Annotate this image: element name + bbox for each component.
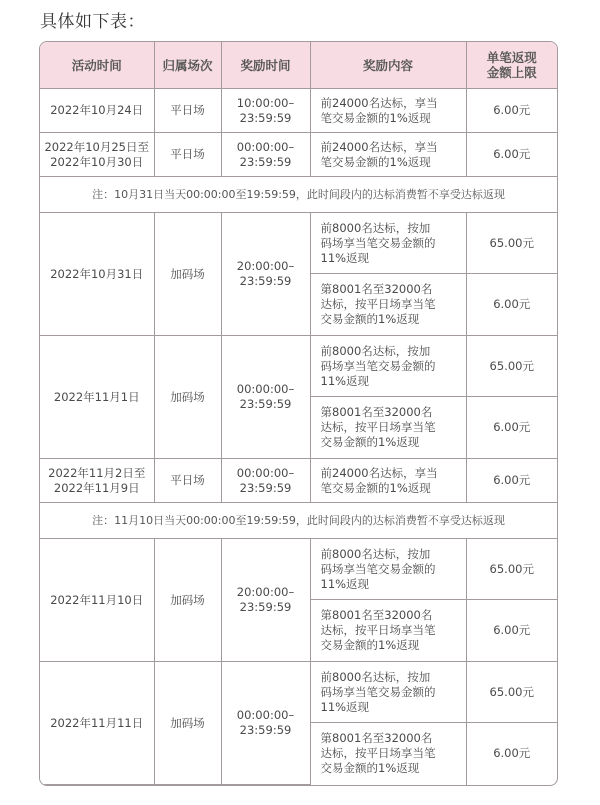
- session-type: 加码场: [154, 336, 221, 459]
- session-type: 加码场: [154, 213, 221, 336]
- activity-date: 2022年11月1日: [40, 336, 154, 459]
- reward-content: 前8000名达标，按加 码场享当笔交易金额的 11%返现: [310, 662, 466, 723]
- header-reward-content: 奖励内容: [310, 42, 466, 89]
- reward-table-container: [39, 41, 558, 786]
- session-type: 加码场: [154, 662, 221, 785]
- page-heading: 具体如下表：: [40, 12, 145, 32]
- cashback-limit: 6.00元: [466, 274, 557, 336]
- cashback-limit: 6.00元: [466, 89, 557, 133]
- table-row: [40, 336, 557, 397]
- reward-time: 00:00:00– 23:59:59: [221, 336, 310, 459]
- reward-content: 前24000名达标，享当 笔交易金额的1%返现: [310, 133, 466, 177]
- activity-date: 2022年11月10日: [40, 539, 154, 662]
- table-row: [40, 89, 557, 133]
- reward-content: 前24000名达标，享当 笔交易金额的1%返现: [310, 459, 466, 503]
- note-text: 注：10月31日当天00:00:00至19:59:59，此时间段内的达标消费暂不享受达标返现: [40, 177, 557, 213]
- note-text: 注：11月10日当天00:00:00至19:59:59，此时间段内的达标消费暂不享受达标返现: [40, 503, 557, 539]
- reward-content: 第8001名至32000名 达标，按平日场享当笔 交易金额的1%返现: [310, 723, 466, 785]
- reward-content: 前8000名达标，按加 码场享当笔交易金额的 11%返现: [310, 539, 466, 600]
- note-row: [40, 177, 557, 213]
- table-row: [40, 213, 557, 274]
- activity-date: 2022年10月25日至 2022年10月30日: [40, 133, 154, 177]
- table-row: [40, 539, 557, 600]
- activity-date: 2022年10月31日: [40, 213, 154, 336]
- cashback-limit: 65.00元: [466, 539, 557, 600]
- header-activity-time: 活动时间: [40, 42, 154, 89]
- reward-time: 00:00:00– 23:59:59: [221, 133, 310, 177]
- header-session: 归属场次: [154, 42, 221, 89]
- cashback-limit: 6.00元: [466, 600, 557, 662]
- cashback-limit: 65.00元: [466, 213, 557, 274]
- session-type: 平日场: [154, 459, 221, 503]
- reward-time: 10:00:00– 23:59:59: [221, 89, 310, 133]
- reward-content: 第8001名至32000名 达标，按平日场享当笔 交易金额的1%返现: [310, 397, 466, 459]
- session-type: 平日场: [154, 89, 221, 133]
- table-header-row: [40, 42, 557, 89]
- reward-time: 00:00:00– 23:59:59: [221, 459, 310, 503]
- session-type: 加码场: [154, 539, 221, 662]
- session-type: 平日场: [154, 133, 221, 177]
- header-reward-time: 奖励时间: [221, 42, 310, 89]
- note-row: [40, 503, 557, 539]
- reward-time: 00:00:00– 23:59:59: [221, 662, 310, 785]
- reward-content: 前24000名达标，享当 笔交易金额的1%返现: [310, 89, 466, 133]
- reward-content: 第8001名至32000名 达标，按平日场享当笔 交易金额的1%返现: [310, 274, 466, 336]
- cashback-limit: 6.00元: [466, 133, 557, 177]
- reward-content: 前8000名达标，按加 码场享当笔交易金额的 11%返现: [310, 336, 466, 397]
- cashback-limit: 65.00元: [466, 336, 557, 397]
- activity-date: 2022年11月2日至 2022年11月9日: [40, 459, 154, 503]
- header-cashback-limit: 单笔返现 金额上限: [466, 42, 557, 89]
- cashback-limit: 6.00元: [466, 397, 557, 459]
- table-row: [40, 133, 557, 177]
- reward-content: 第8001名至32000名 达标，按平日场享当笔 交易金额的1%返现: [310, 600, 466, 662]
- reward-time: 20:00:00– 23:59:59: [221, 213, 310, 336]
- reward-content: 前8000名达标，按加 码场享当笔交易金额的 11%返现: [310, 213, 466, 274]
- cashback-limit: 6.00元: [466, 459, 557, 503]
- activity-date: 2022年11月11日: [40, 662, 154, 785]
- reward-table: [40, 42, 557, 785]
- table-row: [40, 662, 557, 723]
- reward-time: 20:00:00– 23:59:59: [221, 539, 310, 662]
- table-row: [40, 459, 557, 503]
- cashback-limit: 65.00元: [466, 662, 557, 723]
- activity-date: 2022年10月24日: [40, 89, 154, 133]
- cashback-limit: 6.00元: [466, 723, 557, 785]
